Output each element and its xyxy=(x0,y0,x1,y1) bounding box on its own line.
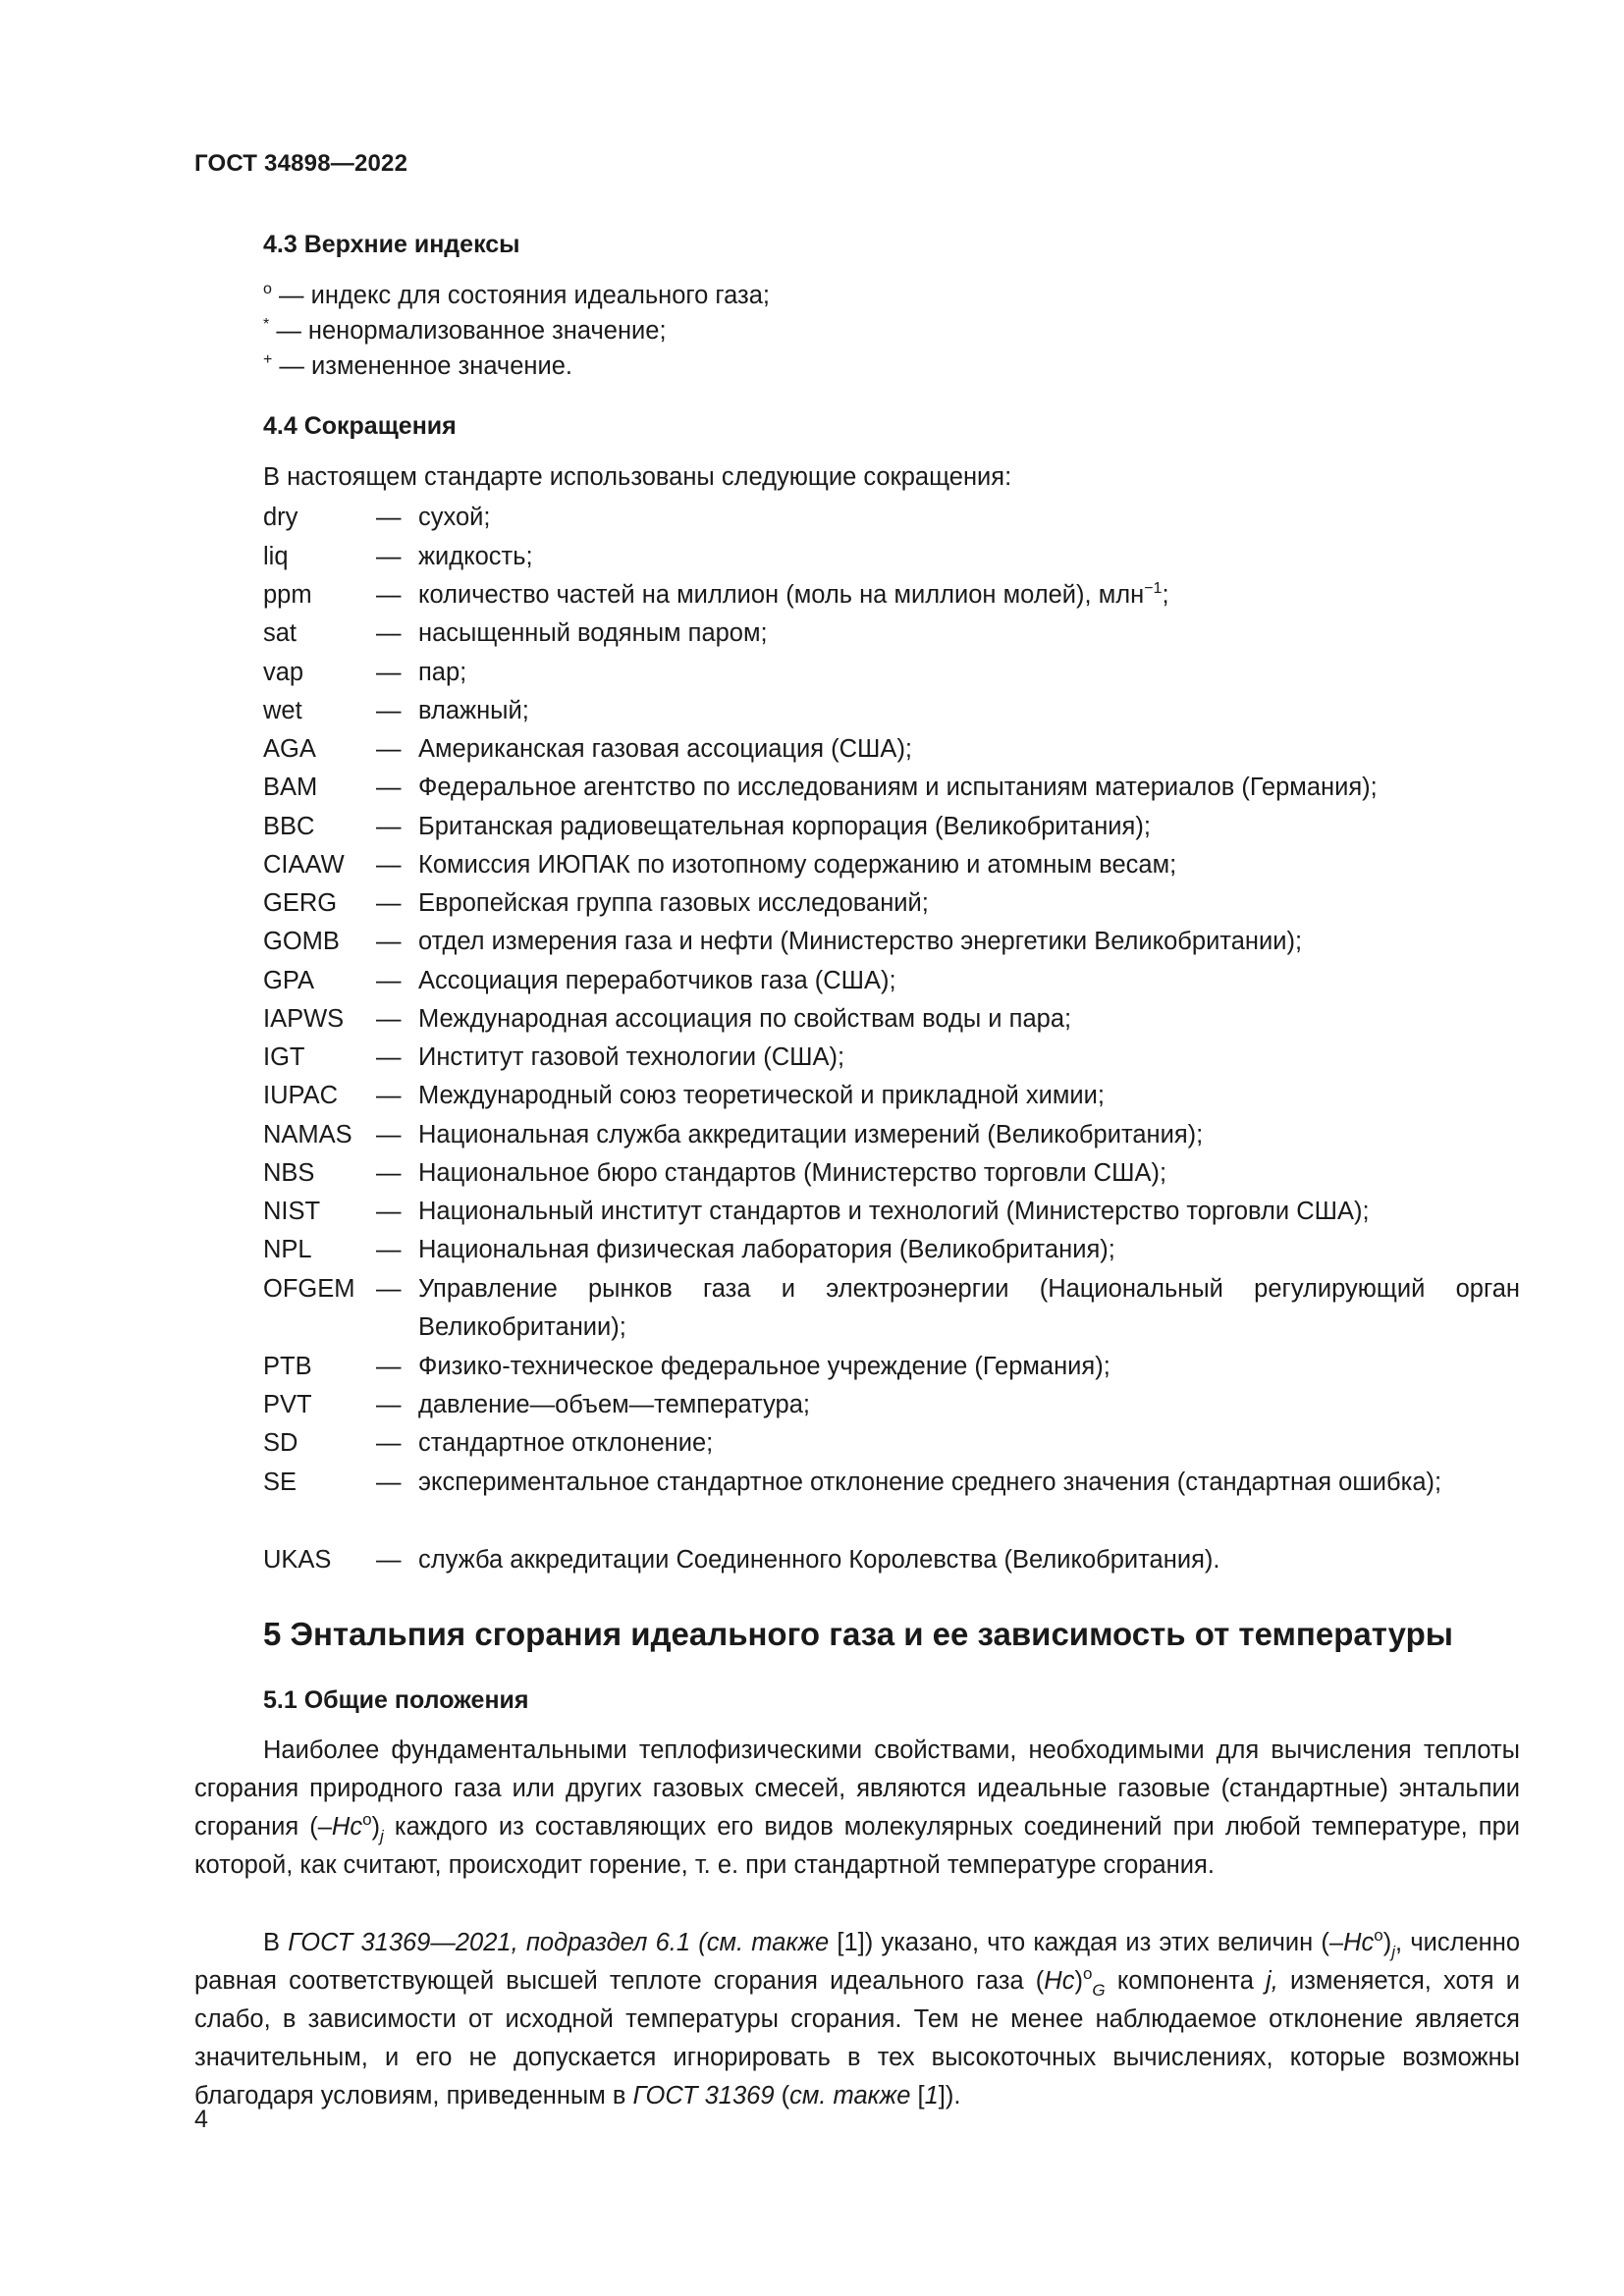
abbreviation-definition: отдел измерения газа и нефти (Министерство энергетики Великобритании); xyxy=(418,928,1303,955)
abbreviation-dash: — xyxy=(376,889,402,917)
abbreviation-dash: — xyxy=(376,1043,402,1071)
abbreviation-definition: экспериментальное стандартное отклонение среднего значения (стандартная ошибка); xyxy=(418,1468,1442,1496)
abbreviation-term: IGT xyxy=(263,1043,305,1071)
abbreviation-definition: Национальная физическая лаборатория (Великобритания); xyxy=(418,1236,1115,1263)
abbreviation-definition: насыщенный водяным паром; xyxy=(418,619,768,647)
abbreviation-definition: Международный союз теоретической и прикладной химии; xyxy=(418,1082,1105,1109)
section-5-title: 5 Энтальпия сгорания идеального газа и ее зависимость от температуры xyxy=(263,1616,1453,1652)
abbreviation-definition: Национальное бюро стандартов (Министерство торговли США); xyxy=(418,1159,1167,1187)
abbreviation-term: CIAAW xyxy=(263,851,345,879)
abbreviation-term: NAMAS xyxy=(263,1121,352,1148)
abbreviation-term: PVT xyxy=(263,1391,312,1418)
abbreviation-definition: Ассоциация переработчиков газа (США); xyxy=(418,967,896,994)
paragraph-1: Наиболее фундаментальными теплофизическими свойствами, необходимыми для вычисления теплоты сгорания природного газа или других газовых смесей, являются идеальные газовые (стандартные) энтальпии сгорания $(-Hc^o)_j$ каждого из составляющих его видов молекулярных соединений при любой температуре, при которой, как считают, происходит горение, т. е. при стандартной температуре сгорания. xyxy=(194,1736,1520,1879)
abbreviation-term: IUPAC xyxy=(263,1082,339,1109)
abbreviation-term: sat xyxy=(263,619,298,647)
abbreviation-dash: — xyxy=(376,1353,402,1380)
abbreviation-term: BAM xyxy=(263,774,318,801)
abbreviations-intro: В настоящем стандарте использованы следующие сокращения: xyxy=(263,463,1012,491)
abbreviation-definition: Национальная служба аккредитации измерений (Великобритания); xyxy=(418,1121,1204,1148)
abbreviation-dash: — xyxy=(376,967,402,994)
section-4-3-title: 4.3 Верхние индексы xyxy=(263,231,520,258)
abbreviation-term: BBC xyxy=(263,813,315,840)
abbreviation-term: wet xyxy=(263,697,302,724)
abbreviation-definition: служба аккредитации Соединенного Королевства (Великобритания). xyxy=(418,1546,1220,1574)
abbreviation-dash: — xyxy=(376,581,402,609)
abbreviation-definition: сухой; xyxy=(418,504,491,531)
abbreviation-term: UKAS xyxy=(263,1546,332,1574)
abbreviation-dash: — xyxy=(376,735,402,763)
abbreviation-definition: пар; xyxy=(418,659,467,686)
abbreviation-dash: — xyxy=(376,851,402,879)
abbreviation-term: GERG xyxy=(263,889,338,917)
section-5-1-title: 5.1 Общие положения xyxy=(263,1686,529,1714)
abbreviation-term: vap xyxy=(263,659,304,686)
abbreviation-term: GOMB xyxy=(263,928,340,955)
abbreviation-dash: — xyxy=(376,504,402,531)
abbreviation-term: OFGEM xyxy=(263,1275,355,1303)
abbreviation-definition: Американская газовая ассоциация (США); xyxy=(418,735,913,763)
superscript-item-unnormalized: * — ненормализованное значение; xyxy=(263,316,667,345)
abbreviation-definition: Европейская группа газовых исследований; xyxy=(418,889,929,917)
abbreviation-term: liq xyxy=(263,543,289,570)
abbreviation-definition: Федеральное агентство по исследованиям и испытаниям материалов (Германия); xyxy=(418,774,1378,801)
section-4-4-title: 4.4 Сокращения xyxy=(263,412,457,440)
abbreviation-definition: давление—объем—температура; xyxy=(418,1391,810,1418)
abbreviation-dash: — xyxy=(376,1005,402,1033)
abbreviation-term: SE xyxy=(263,1468,298,1496)
abbreviation-definition: Международная ассоциация по свойствам воды и пара; xyxy=(418,1005,1072,1033)
abbreviation-definition: Национальный институт стандартов и технологий (Министерство торговли США); xyxy=(418,1198,1370,1225)
abbreviation-term: ppm xyxy=(263,581,312,609)
abbreviation-definition: Физико-техническое федеральное учреждение (Германия); xyxy=(418,1353,1110,1380)
abbreviation-term: NBS xyxy=(263,1159,315,1187)
abbreviation-dash: — xyxy=(376,1275,402,1303)
abbreviation-dash: — xyxy=(376,774,402,801)
abbreviation-term: NIST xyxy=(263,1198,321,1225)
abbreviation-definition: Комиссия ИЮПАК по изотопному содержанию и атомным весам; xyxy=(418,851,1177,879)
abbreviation-dash: — xyxy=(376,659,402,686)
abbreviation-dash: — xyxy=(376,1082,402,1109)
abbreviation-dash: — xyxy=(376,543,402,570)
abbreviation-definition: Институт газовой технологии (США); xyxy=(418,1043,845,1071)
abbreviation-dash: — xyxy=(376,1159,402,1187)
abbreviation-term: NPL xyxy=(263,1236,312,1263)
abbreviation-definition: Управление рынков газа и электроэнергии (Национальный регулирующий орган Великобритании); xyxy=(418,1275,1520,1341)
abbreviation-term: AGA xyxy=(263,735,316,763)
abbreviation-dash: — xyxy=(376,1546,402,1574)
superscript-item-modified: + — измененное значение. xyxy=(263,351,572,380)
abbreviation-dash: — xyxy=(376,1429,402,1457)
abbreviation-term: GPA xyxy=(263,967,314,994)
abbreviation-term: IAPWS xyxy=(263,1005,345,1033)
page-number: 4 xyxy=(194,2106,208,2133)
abbreviation-term: dry xyxy=(263,504,298,531)
paragraph-2: В ГОСТ 31369—2021, подраздел 6.1 (см. также [1]) указано, что каждая из этих величин $(-Hc^o)_j$, численно равная соответствующей высшей теплоте сгорания идеального газа $(Hc)^o_G$ компонента j, изменяется, хотя и слабо, в зависимости от исходной температуры сгорания. Тем не менее наблюдаемое отклонение является значительным, и его не допускается игнорировать в тех высокоточных вычислениях, которые возможны благодаря условиям, приведенным в ГОСТ 31369 (см. также [1]). xyxy=(194,1926,1521,2109)
abbreviation-dash: — xyxy=(376,697,402,724)
superscript-item-ideal: $^o$ — индекс для состояния идеального газа; xyxy=(263,281,770,309)
abbreviation-dash: — xyxy=(376,813,402,840)
abbreviation-definition: стандартное отклонение; xyxy=(418,1429,714,1457)
abbreviation-definition: количество частей на миллион (моль на миллион молей), млн$^{-1}$; xyxy=(418,580,1169,609)
abbreviation-definition: Британская радиовещательная корпорация (Великобритания); xyxy=(418,813,1151,840)
abbreviation-dash: — xyxy=(376,619,402,647)
abbreviation-definition: жидкость; xyxy=(418,543,533,570)
abbreviation-dash: — xyxy=(376,928,402,955)
document-code: ГОСТ 34898—2022 xyxy=(194,150,408,177)
abbreviation-dash: — xyxy=(376,1468,402,1496)
abbreviation-dash: — xyxy=(376,1121,402,1148)
abbreviation-dash: — xyxy=(376,1198,402,1225)
abbreviation-dash: — xyxy=(376,1391,402,1418)
abbreviation-term: SD xyxy=(263,1429,298,1457)
abbreviation-dash: — xyxy=(376,1236,402,1263)
abbreviation-term: PTB xyxy=(263,1353,312,1380)
abbreviation-definition: влажный; xyxy=(418,697,529,724)
